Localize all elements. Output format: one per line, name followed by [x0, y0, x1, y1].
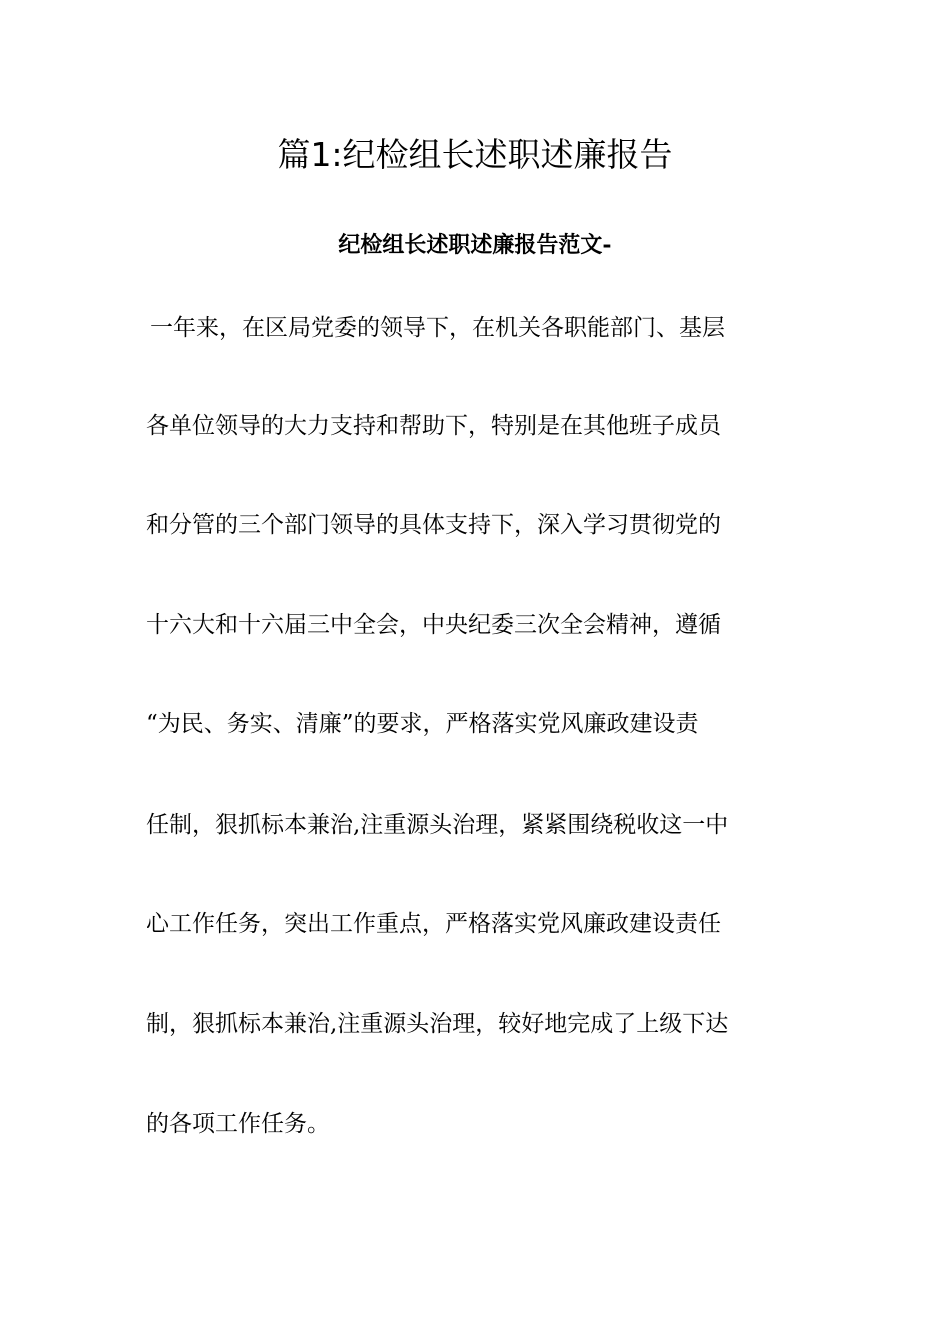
body-line: 的各项工作任务。	[146, 1111, 330, 1137]
body-line: 十六大和十六届三中全会，中央纪委三次全会精神，遵循	[146, 612, 721, 638]
body-line: 制，狠抓标本兼治,注重源头治理，较好地完成了上级下达	[146, 1011, 729, 1037]
document-title: 篇1:纪检组长述职述廉报告	[277, 135, 673, 174]
body-line: 和分管的三个部门领导的具体支持下，深入学习贯彻党的	[146, 512, 721, 538]
body-line: 心工作任务，突出工作重点，严格落实党风廉政建设责任	[146, 911, 721, 937]
body-line: 各单位领导的大力支持和帮助下，特别是在其他班子成员	[146, 413, 721, 439]
body-line: 一年来，在区局党委的领导下，在机关各职能部门、基层	[150, 315, 725, 341]
body-line: 任制，狠抓标本兼治,注重源头治理，紧紧围绕税收这一中	[146, 812, 729, 838]
body-line: “为民、务实、清廉”的要求，严格落实党风廉政建设责	[146, 711, 699, 737]
document-subtitle: 纪检组长述职述廉报告范文-	[338, 232, 612, 258]
